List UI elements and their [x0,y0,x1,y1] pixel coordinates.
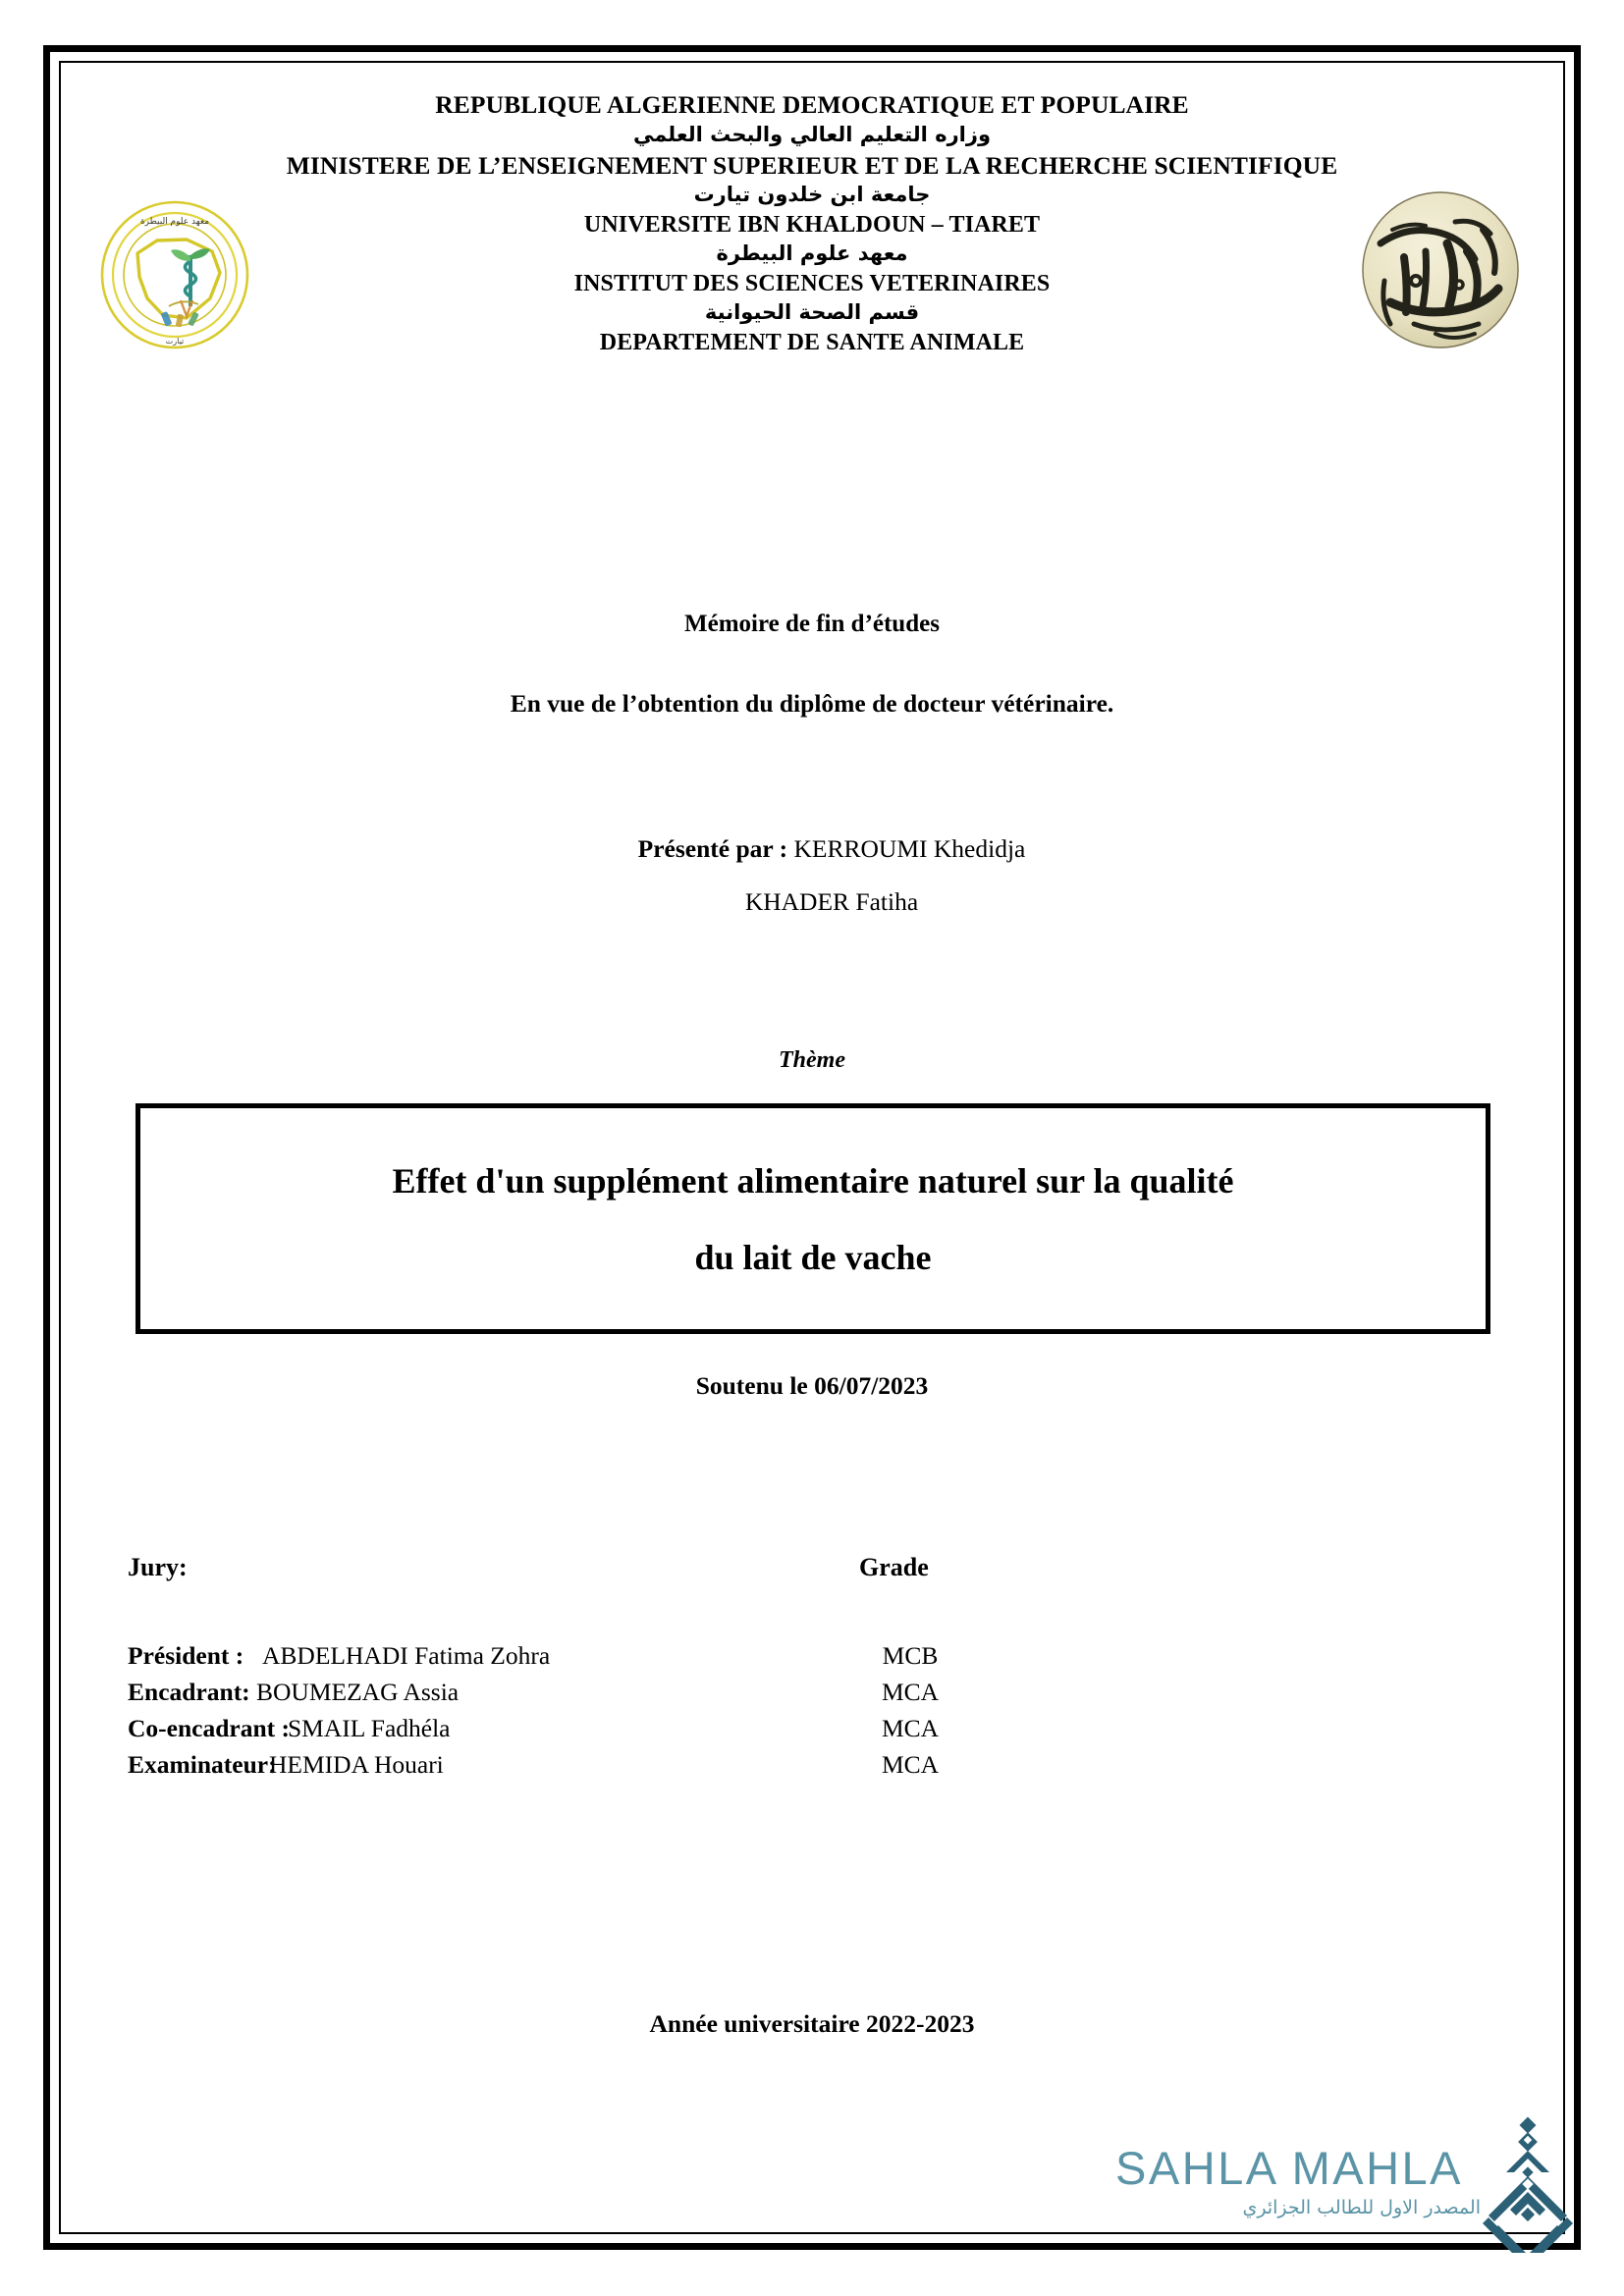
theme-title-box [135,1103,1490,1334]
jury-member-name: BOUMEZAG Assia [256,1678,460,1706]
institution-header [59,92,1565,361]
header-line-ministere: MINISTERE DE L’ENSEIGNEMENT SUPERIEUR ET DE LA RECHERCHE SCIENTIFIQUE [286,150,1338,180]
sahla-mahla-watermark [1115,2142,1616,2272]
memoire-statement [59,611,1565,719]
jury-row [128,1680,1502,1716]
jury-role: Examinateur: [128,1750,277,1779]
author-name-1: KERROUMI Khedidja [793,834,1026,863]
theme-title-line-1: Effet d'un supplément alimentaire naturel sur la qualité [392,1160,1234,1201]
jury-member-grade: MCB [882,1641,939,1670]
author-row-first [59,836,1565,862]
jury-row [128,1752,1502,1789]
header-line-departement-arabic: قسم الصحة الحيوانية [704,300,920,324]
jury-role: Encadrant: [128,1678,250,1706]
header-line-institut: INSTITUT DES SCIENCES VETERINAIRES [573,271,1051,296]
sahla-mahla-diamond-icon [1469,2115,1587,2253]
header-line-institut-arabic: معهد علوم البيطرة [716,241,908,265]
academic-year: Année universitaire 2022-2023 [649,2009,975,2038]
defense-date: Soutenu le 06/07/2023 [695,1371,929,1400]
theme-title-line-2: du lait de vache [694,1237,932,1277]
jury-member-list [128,1643,1502,1789]
jury-header-row [128,1553,1502,1608]
svg-text:تيارت: تيارت [165,337,185,346]
header-line-ministere-arabic: وزاره التعليم العالي والبحث العلمي [632,122,992,146]
jury-member-name: ABDELHADI Fatima Zohra [262,1641,551,1670]
author-name-2: KHADER Fatiha [744,886,919,916]
watermark-title: SAHLA MAHLA [1115,2142,1464,2194]
theme-label: Thème [779,1047,845,1073]
watermark-subtitle: المصدر الاول للطالب الجزائري [1242,2197,1481,2218]
watermark-text [1115,2142,1489,2218]
jury-member-grade: MCA [881,1750,940,1779]
header-line-departement: DEPARTEMENT DE SANTE ANIMALE [599,330,1025,355]
page-content [59,61,1565,2234]
svg-text:معهد علوم البيطرة: معهد علوم البيطرة [139,217,210,227]
jury-member-grade: MCA [881,1714,940,1742]
author-row-second [59,887,1565,917]
jury-heading: Jury: [128,1553,188,1581]
authors-section [59,836,1565,917]
jury-member-grade: MCA [881,1678,940,1706]
jury-row [128,1643,1502,1680]
grade-column-heading: Grade [859,1553,929,1581]
jury-member-name: HEMIDA Houari [269,1750,444,1779]
presented-by-label: Présenté par : [637,834,788,863]
memoire-purpose-label: En vue de l’obtention du diplôme de docteur vétérinaire. [510,689,1114,718]
jury-member-name: SMAIL Fadhéla [288,1714,451,1742]
jury-section [128,1553,1502,1789]
jury-role: Président : [128,1641,244,1670]
header-line-universite: UNIVERSITE IBN KHALDOUN – TIARET [583,212,1041,238]
memoire-type-label: Mémoire de fin d’études [684,611,940,637]
jury-role: Co-encadrant : [128,1714,291,1742]
header-line-universite-arabic: جامعة ابن خلدون تيارت [693,183,931,206]
header-line-republique: REPUBLIQUE ALGERIENNE DEMOCRATIQUE ET POPULAIRE [435,90,1189,119]
jury-row [128,1716,1502,1752]
